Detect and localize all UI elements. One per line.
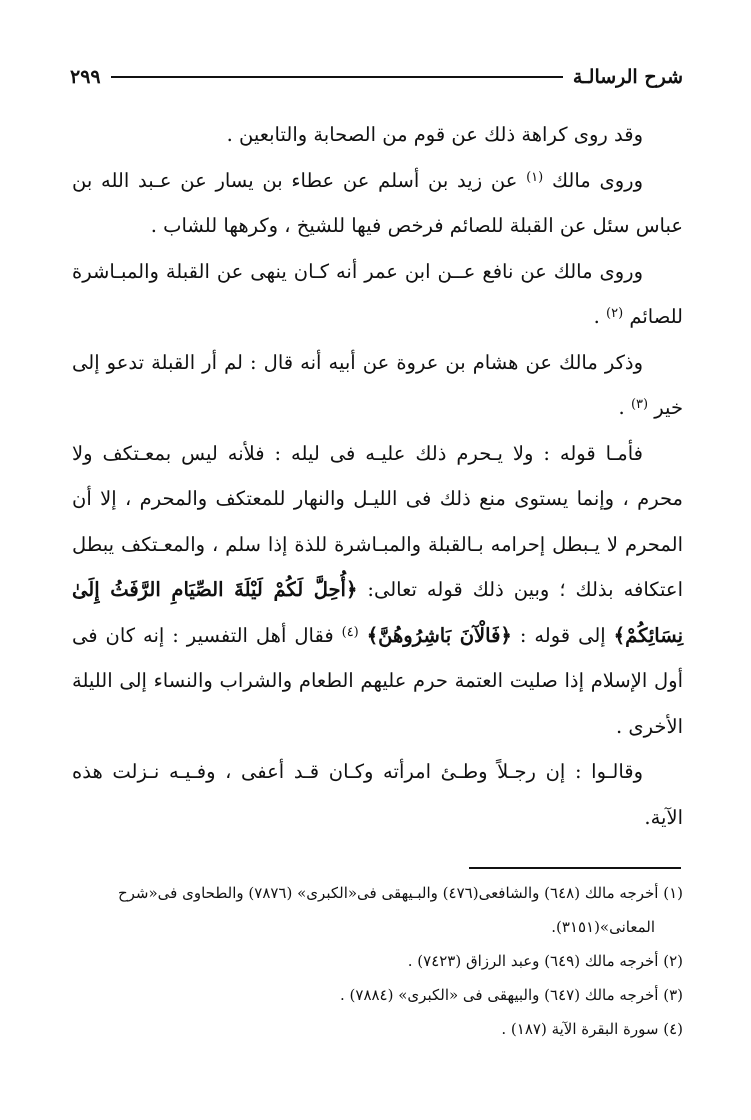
paragraph-2-pre: وروى مالك bbox=[551, 168, 644, 192]
footnote-4: (٤) سورة البقرة الآية (١٨٧) . bbox=[501, 1020, 683, 1038]
quran-verse-1: ﴿أُحِلَّ لَكُمْ لَيْلَةَ الصِّيَامِ الرَّفَثُ إِلَىٰ نِسَائِكُمْ﴾ bbox=[72, 578, 684, 647]
paragraph-5 bbox=[72, 431, 683, 750]
page-number: ٢٩٩ bbox=[70, 66, 101, 88]
paragraph-4-pre: وذكر مالك عن هشام بن عروة عن أبيه أنه قال : لم أر القبلة تدعو إلى خير bbox=[72, 350, 683, 419]
footnote-ref-3: (٣) bbox=[630, 397, 649, 412]
running-title: شرح الرسالـة bbox=[572, 66, 683, 88]
footnote-1: (١) أخرجه مالك (٦٤٨) والشافعى(٤٧٦) والبـيهقى فى«الكبرى» (٧٨٧٦) والطحاوى فى«شرح bbox=[117, 884, 683, 902]
running-header bbox=[70, 62, 683, 92]
footnote-1-continuation: المعانى»(٣١٥١). bbox=[551, 918, 655, 936]
footnotes bbox=[72, 876, 683, 1046]
header-rule bbox=[111, 76, 563, 78]
paragraph-5-post: فقال أهل التفسير : إنه كان فى أول الإسلام إذا صليت العتمة حرم عليهم الطعام والشراب والنساء إلى الليلة الأخرى . bbox=[72, 623, 683, 738]
paragraph-5-mid: إلى قوله : bbox=[519, 623, 606, 647]
paragraph-4 bbox=[72, 340, 683, 431]
footnote-ref-4: (٤) bbox=[341, 624, 359, 640]
paragraph-1: وقد روى كراهة ذلك عن قوم من الصحابة والتابعين . bbox=[226, 123, 643, 146]
paragraph-3-post: . bbox=[593, 305, 600, 328]
paragraph-2 bbox=[72, 158, 683, 249]
paragraph-3 bbox=[72, 249, 683, 340]
paragraph-5-pre: فأمـا قوله : ولا يـحرم ذلك عليـه فى ليله : فلأنه ليس بمعـتكف ولا محرم ، وإنما يستوى منع ذلك فى الليـل والنهار للمعتكف والمحرم ، إلا أن المحرم لا يـبطل إحرامه بـالقبلة والمبـاشرة للذة إذا سلم ، والمعـتكف يبطل اعتكافه بذلك ؛ وبين ذلك قوله تعالى: bbox=[72, 441, 683, 601]
paragraph-4-post: . bbox=[618, 396, 625, 419]
footnote-ref-2: (٢) bbox=[606, 306, 624, 321]
quran-verse-2: ﴿فَالْآنَ بَاشِرُوهُنَّ﴾ bbox=[366, 623, 512, 647]
footnote-rule bbox=[469, 867, 681, 869]
main-text bbox=[72, 112, 683, 840]
footnote-2: (٢) أخرجه مالك (٦٤٩) وعبد الرزاق (٧٤٢٣) . bbox=[407, 952, 683, 970]
footnote-3: (٣) أخرجه مالك (٦٤٧) والبيهقى فى «الكبرى» (٧٨٨٤) . bbox=[340, 986, 683, 1004]
paragraph-2-post: عن زيد بن أسلم عن عطاء بن يسار عن عـبد الله بن عباس سئل عن القبلة للصائم فرخص فيها للشيخ ، وكرهها للشاب . bbox=[72, 168, 683, 237]
footnote-ref-1: (١) bbox=[526, 169, 544, 185]
paragraph-6: وقالـوا : إن رجـلاً وطـئ امرأته وكـان قـد أعفى ، وفـيـه نـزلت هذه الآية. bbox=[72, 760, 683, 829]
paragraph-3-pre: وروى مالك عن نافع عــن ابن عمر أنه كـان ينهى عن القبلة والمبـاشرة للصائم bbox=[72, 259, 683, 328]
